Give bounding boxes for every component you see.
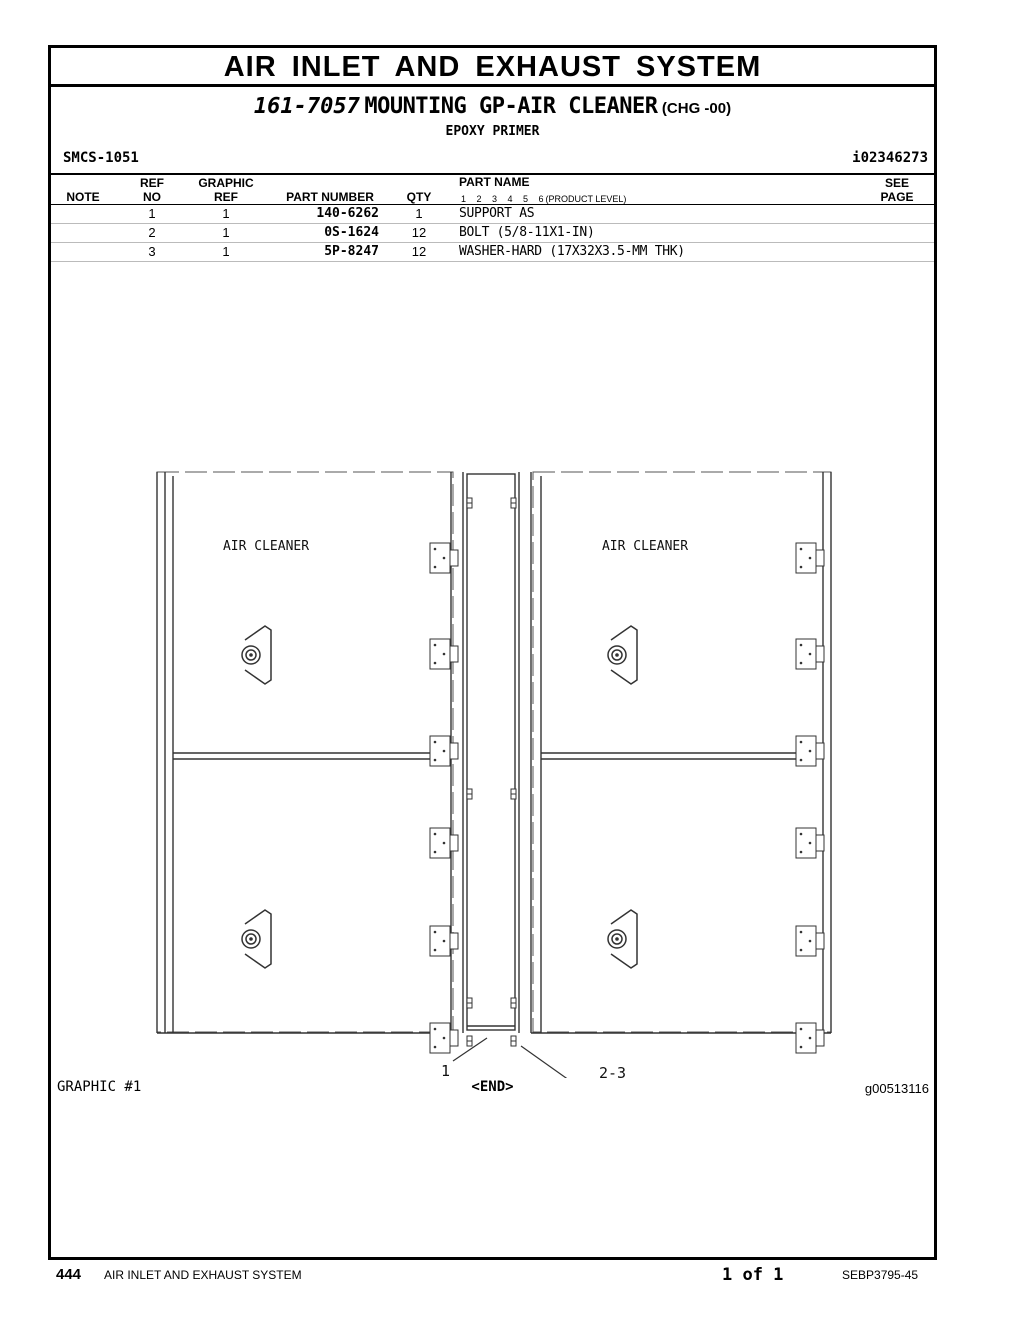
header-graphic-top: GRAPHIC (198, 176, 254, 190)
callout-1: 1 (441, 1062, 451, 1078)
callout-leader-2 (521, 1046, 583, 1078)
table-row (51, 243, 934, 262)
end-marker: <END> (471, 1079, 514, 1095)
qty: 12 (411, 225, 427, 240)
header-note: NOTE (66, 190, 100, 204)
part-number: 0S-1624 (324, 225, 379, 240)
change-level: (CHG -00) (661, 100, 732, 117)
air-cleaner-drawing (151, 458, 841, 1078)
table-row (51, 205, 934, 224)
book-id: SEBP3795-45 (842, 1268, 919, 1282)
part-name: SUPPORT AS (459, 206, 535, 221)
part-name: WASHER-HARD (17X32X3.5-MM THK) (459, 244, 685, 259)
panel-label-right: AIR CLEANER (601, 539, 689, 554)
page-number: 444 (56, 1266, 82, 1283)
header-part-number: PART NUMBER (286, 190, 374, 204)
system-title: AIR INLET AND EXHAUST SYSTEM (51, 48, 934, 87)
product-level-numbers: 1 2 3 4 5 6 (461, 194, 544, 204)
panel-label-left: AIR CLEANER (222, 539, 310, 554)
header-see-bottom: PAGE (880, 190, 914, 204)
graphic-label: GRAPHIC #1 (57, 1079, 142, 1095)
header-see-top: SEE (884, 176, 909, 190)
header-qty: QTY (406, 190, 432, 204)
part-number: 140-6262 (316, 206, 379, 221)
smcs-code: SMCS-1051 (63, 150, 139, 166)
page-frame (48, 45, 937, 1260)
group-name: MOUNTING GP-AIR CLEANER (364, 94, 658, 119)
table-row (51, 224, 934, 243)
part-number: 5P-8247 (324, 244, 379, 259)
qty: 1 (415, 206, 423, 221)
graphic-ref: 1 (222, 244, 230, 259)
group-heading (51, 94, 934, 119)
graphic-ref: 1 (222, 206, 230, 221)
header-part-name: PART NAME (459, 175, 530, 189)
primer-note: EPOXY PRIMER (445, 124, 540, 139)
group-number: 161-7057 (253, 94, 360, 119)
header-ref-bottom: NO (143, 190, 161, 204)
page-of: 1 of 1 (722, 1265, 784, 1285)
ref-no: 1 (148, 206, 156, 221)
header-graphic-bottom: REF (214, 190, 238, 204)
callout-2-3: 2-3 (599, 1064, 627, 1078)
footer-section-title: AIR INLET AND EXHAUST SYSTEM (104, 1268, 302, 1282)
product-levels (461, 194, 626, 204)
graphic-ref: 1 (222, 225, 230, 240)
ref-no: 2 (148, 225, 156, 240)
page-footer (0, 1266, 1020, 1288)
part-name: BOLT (5/8-11X1-IN) (459, 225, 595, 240)
graphic-id: g00513116 (864, 1081, 929, 1096)
ref-no: 3 (148, 244, 156, 259)
header-ref-top: REF (140, 176, 164, 190)
product-level-label: (PRODUCT LEVEL) (545, 194, 627, 204)
qty: 12 (411, 244, 427, 259)
document-id: i02346273 (852, 150, 928, 166)
